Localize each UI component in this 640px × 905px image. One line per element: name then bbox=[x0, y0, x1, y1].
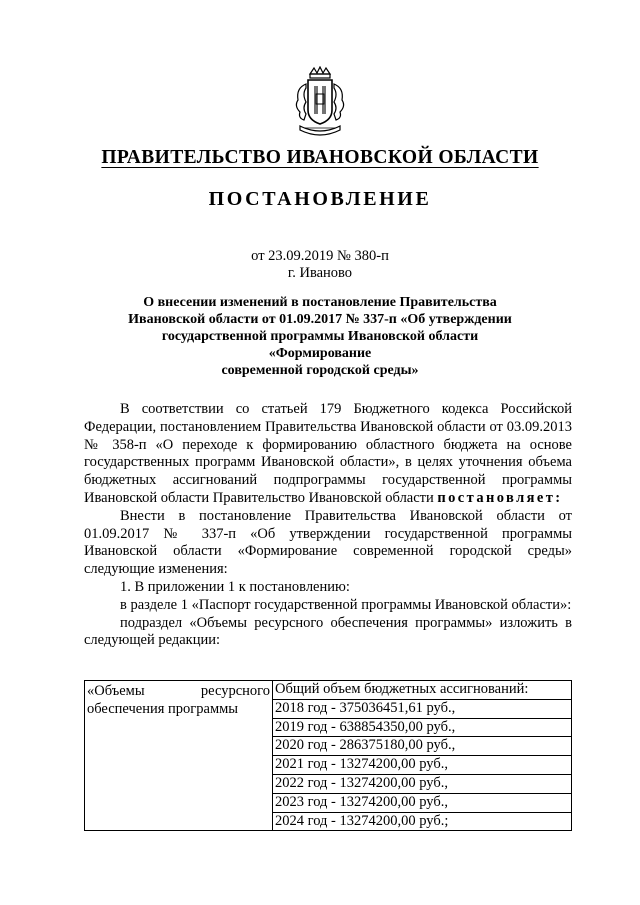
document-heading bbox=[118, 294, 522, 379]
heading-line: современной городской среды» bbox=[221, 363, 419, 378]
document-type: ПОСТАНОВЛЕНИЕ bbox=[208, 188, 432, 210]
table-value-row: Общий объем бюджетных ассигнований: bbox=[273, 681, 571, 700]
table-values-cell bbox=[273, 681, 572, 831]
item-1-paragraph: 1. В приложении 1 к постановлению: bbox=[120, 578, 350, 595]
preamble-paragraph bbox=[84, 401, 572, 508]
table-value-row: 2024 год - 13274200,00 руб.; bbox=[275, 812, 449, 829]
subsection-paragraph: подраздел «Объемы ресурсного обеспечения программы» изложить в следующей редакции: bbox=[84, 614, 572, 649]
heading-line: Ивановской области от 01.09.2017 № 337-п «Об утверждении bbox=[128, 312, 512, 327]
table-value-row: 2021 год - 13274200,00 руб., bbox=[273, 756, 571, 775]
resource-provision-table bbox=[84, 680, 572, 831]
document-date-number: от 23.09.2019 № 380-п bbox=[251, 248, 389, 264]
document-city: г. Иваново bbox=[287, 265, 353, 281]
section-1-paragraph: в разделе 1 «Паспорт государственной программы Ивановской области»: bbox=[120, 596, 572, 613]
document-body bbox=[84, 401, 572, 650]
government-title: ПРАВИТЕЛЬСТВО ИВАНОВСКОЙ ОБЛАСТИ bbox=[101, 147, 539, 168]
table-value-row: 2020 год - 286375180,00 руб., bbox=[273, 737, 571, 756]
heading-line: О внесении изменений в постановление Правительства bbox=[143, 295, 497, 310]
table-value-row: 2019 год - 638854350,00 руб., bbox=[273, 719, 571, 738]
resolves-word: постановляет: bbox=[437, 489, 563, 506]
table-row bbox=[85, 681, 572, 831]
coat-of-arms-icon bbox=[288, 66, 352, 138]
table-value-row: 2022 год - 13274200,00 руб., bbox=[273, 775, 571, 794]
table-value-row: 2018 год - 375036451,61 руб., bbox=[273, 700, 571, 719]
preamble-text: В соответствии со статьей 179 Бюджетного кодекса Российской Федерации, постановлением Правительства Ивановской области от 03.09.2013 № 358-п «О переходе к формированию областного бюджета на основе государственных программ Ивановской области», в целях уточнения объема бюджетных ассигнований подпрограммы государственной программы Ивановской области Правительство Ивановской области bbox=[84, 401, 572, 506]
table-value-row: 2023 год - 13274200,00 руб., bbox=[273, 794, 571, 813]
amendment-paragraph: Внести в постановление Правительства Ивановской области от 01.09.2017 № 337-п «Об утверждении государственной программы Ивановской области «Формирование современной городской среды» следующие изменения: bbox=[84, 507, 572, 578]
table-label-cell: «Объемы ресурсного обеспечения программы bbox=[85, 681, 273, 831]
heading-line: государственной программы Ивановской области «Формирование bbox=[161, 329, 479, 361]
